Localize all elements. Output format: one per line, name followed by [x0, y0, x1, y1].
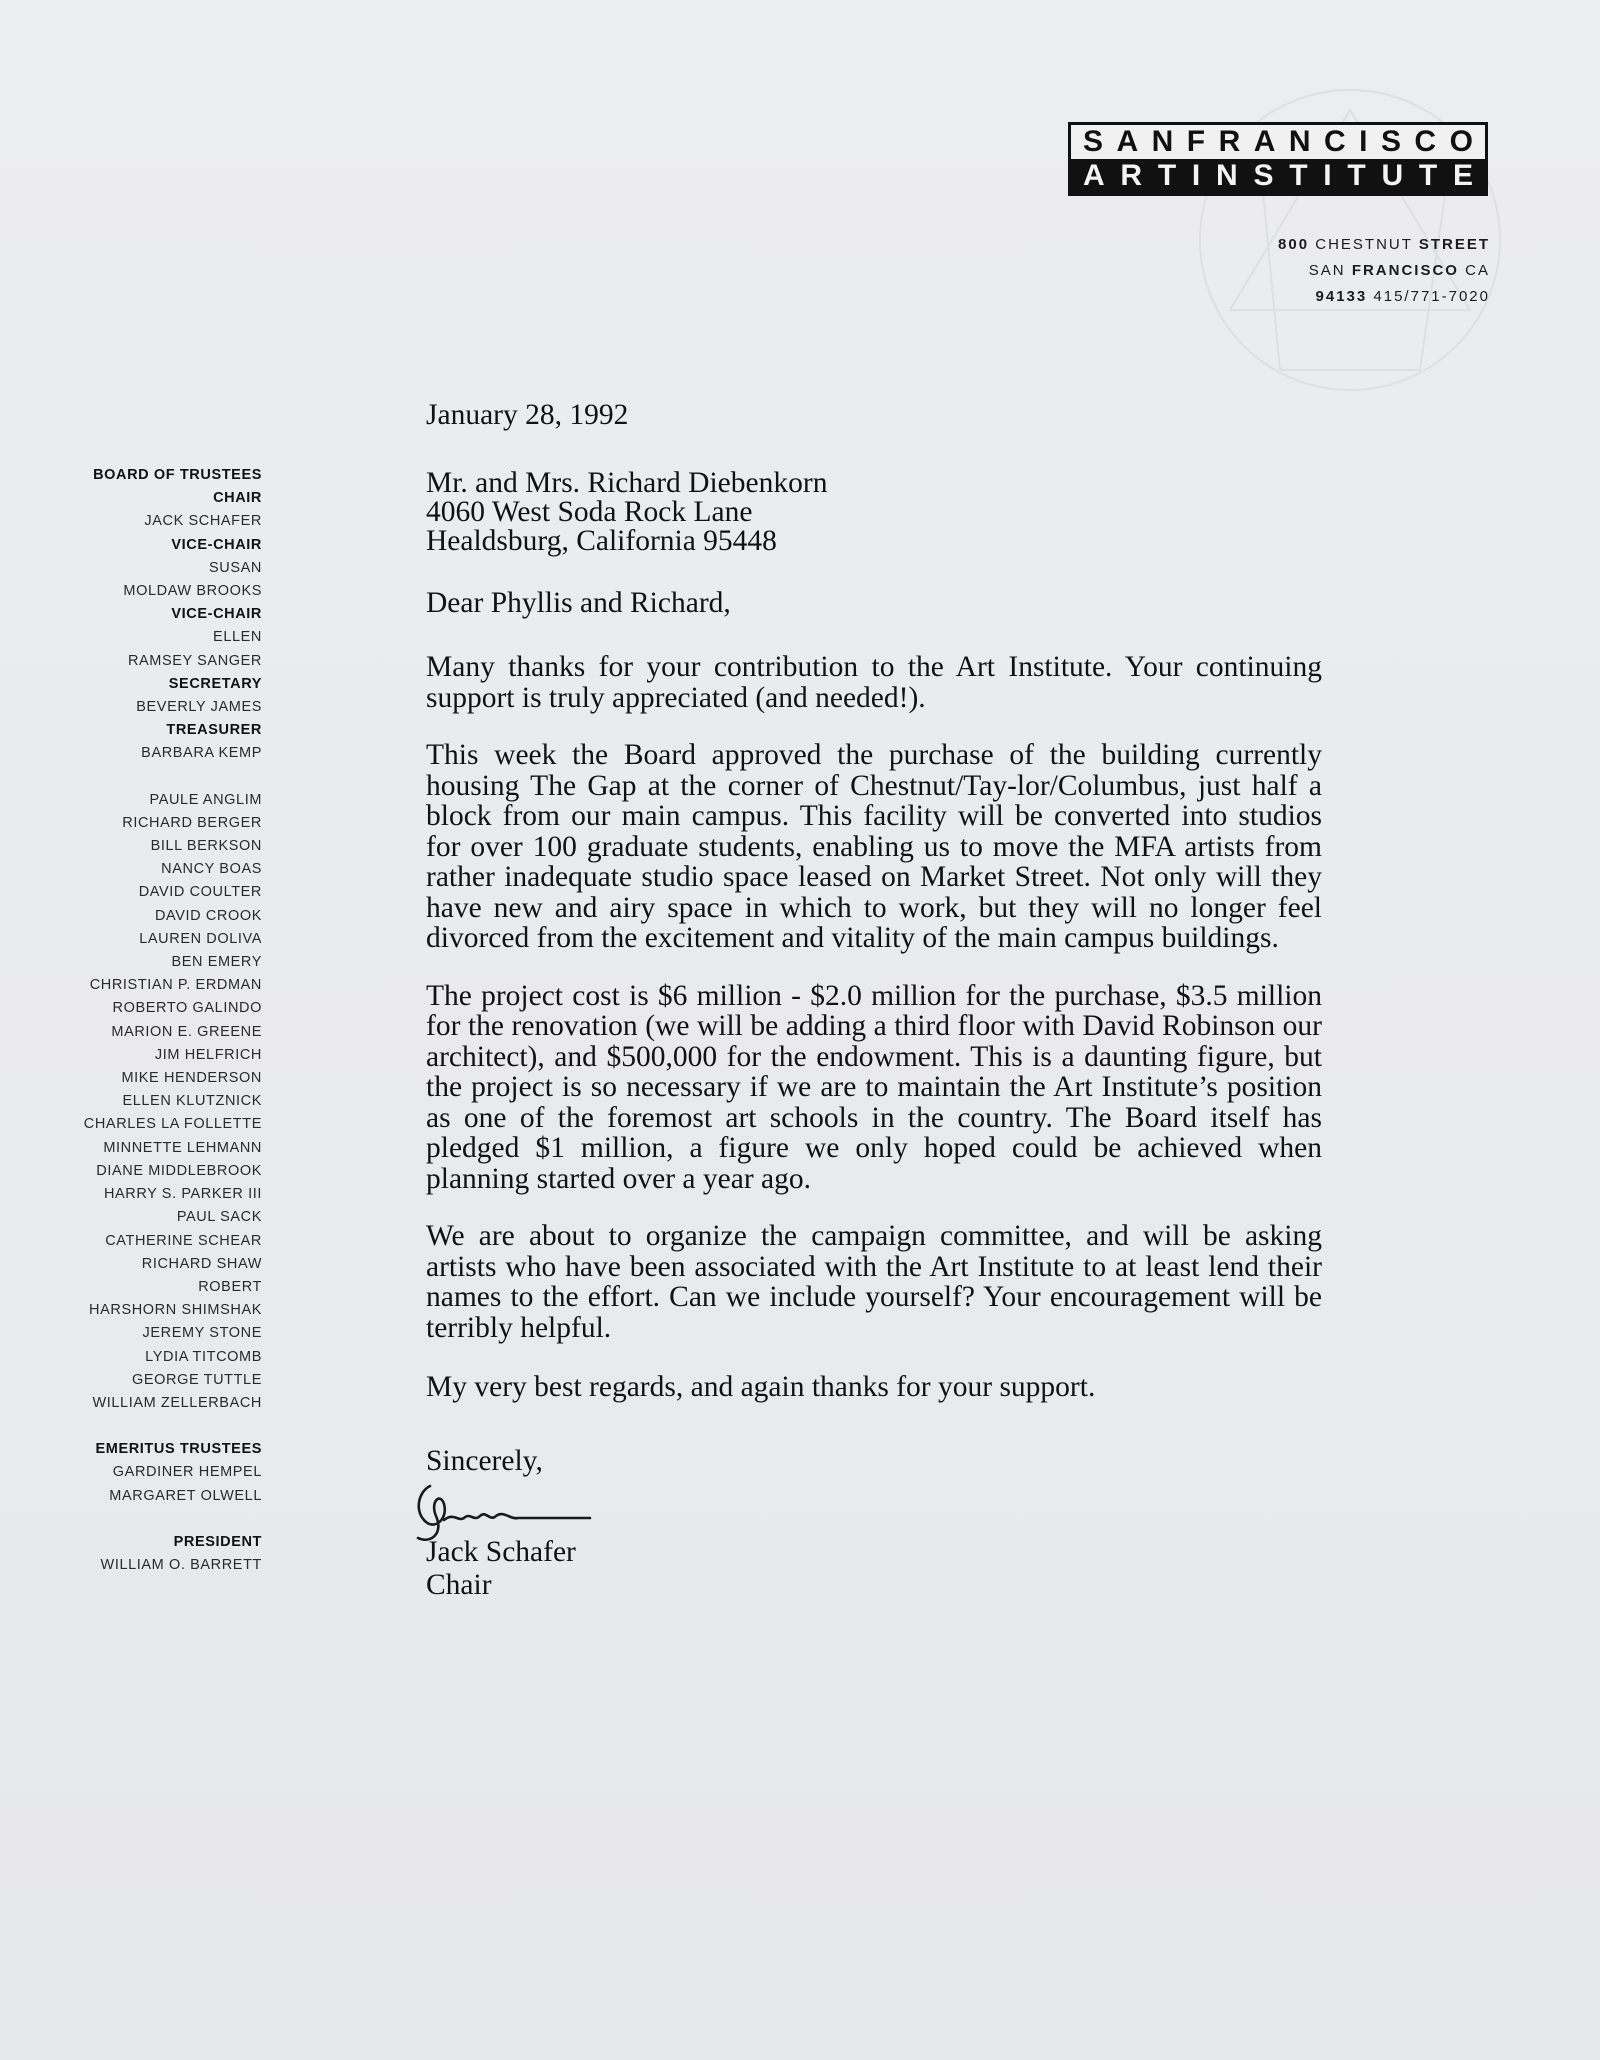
- logo-letter: A: [1083, 159, 1105, 192]
- trustee-name: MARION E. GREENE: [111, 1023, 262, 1040]
- paragraph-4: We are about to organize the campaign committee, and will be asking artists who have been associated with the Art Institute to at least lend their names to the effort. Can we include yourself? Your encouragement will be terribly helpful.: [426, 1220, 1322, 1344]
- trustee-heading: VICE-CHAIR: [171, 606, 262, 623]
- trustee-name: GEORGE TUTTLE: [132, 1371, 262, 1388]
- sfai-logo: [1068, 122, 1488, 196]
- list-gap: [84, 1415, 262, 1438]
- trustee-name: ROBERT: [198, 1278, 262, 1295]
- trustee-name: WILLIAM O. BARRETT: [100, 1556, 262, 1573]
- trustee-name: MOLDAW BROOKS: [123, 583, 262, 600]
- trustee-name: LAUREN DOLIVA: [139, 930, 262, 947]
- trustee-name: GARDINER HEMPEL: [112, 1464, 262, 1481]
- trustee-name: MIKE HENDERSON: [121, 1070, 262, 1087]
- logo-letter: E: [1452, 159, 1473, 192]
- logo-letter: S: [1083, 125, 1104, 158]
- trustees-list: [84, 464, 262, 1577]
- trustee-name: JACK SCHAFER: [144, 513, 262, 530]
- trustee-name: DAVID COULTER: [138, 884, 262, 901]
- street-number: 800: [1278, 236, 1310, 253]
- trustee-name: HARSHORN SHIMSHAK: [89, 1302, 262, 1319]
- logo-letter: T: [1347, 159, 1366, 192]
- logo-letter: U: [1381, 159, 1404, 192]
- logo-letter: A: [1253, 125, 1276, 158]
- logo-letter: I: [1191, 159, 1201, 192]
- trustee-name: CATHERINE SCHEAR: [105, 1232, 262, 1249]
- street-name: CHESTNUT: [1315, 236, 1413, 253]
- street-suffix: STREET: [1418, 236, 1490, 253]
- trustee-heading: PRESIDENT: [173, 1533, 262, 1550]
- phone-number: 415/771-7020: [1373, 288, 1490, 305]
- trustee-name: HARRY S. PARKER III: [103, 1186, 262, 1203]
- trustee-name: BEVERLY JAMES: [136, 699, 262, 716]
- trustee-name: NANCY BOAS: [161, 861, 262, 878]
- trustee-name: PAULE ANGLIM: [149, 791, 262, 808]
- list-gap: [84, 1508, 262, 1531]
- signoff: Sincerely,: [426, 1445, 543, 1477]
- trustee-name: DAVID CROOK: [154, 907, 262, 924]
- trustee-name: PAUL SACK: [176, 1209, 262, 1226]
- logo-letter: S: [1380, 125, 1401, 158]
- trustee-name: RAMSEY SANGER: [127, 652, 262, 669]
- trustee-heading: EMERITUS TRUSTEES: [95, 1441, 262, 1458]
- logo-letter: N: [1216, 159, 1238, 192]
- logo-letter: I: [1323, 159, 1332, 192]
- trustee-name: CHARLES LA FOLLETTE: [83, 1116, 262, 1133]
- logo-letter: N: [1288, 125, 1311, 158]
- letter-body: [426, 398, 1322, 1602]
- trustee-name: CHRISTIAN P. ERDMAN: [89, 977, 262, 994]
- logo-letter: C: [1323, 125, 1346, 158]
- trustee-name: LYDIA TITCOMB: [145, 1348, 262, 1365]
- recipient-address: [426, 469, 1322, 556]
- trustee-heading: SECRETARY: [168, 675, 262, 692]
- address-line-1: [1278, 232, 1490, 258]
- address-line-2: [1278, 258, 1490, 284]
- logo-letter: R: [1218, 125, 1241, 158]
- zip-code: 94133: [1315, 288, 1368, 305]
- logo-letter: O: [1449, 125, 1473, 158]
- letter-date: January 28, 1992: [426, 399, 629, 431]
- closing-line: My very best regards, and again thanks for your support.: [426, 1371, 1096, 1403]
- trustee-name: BILL BERKSON: [150, 838, 262, 855]
- city-name: FRANCISCO: [1351, 262, 1459, 279]
- logo-letter: N: [1151, 125, 1174, 158]
- address-line-3: [1278, 284, 1490, 310]
- paragraph-3: The project cost is $6 million - $2.0 million for the purchase, $3.5 million for the renovation (we will be adding a third floor with David Robinson our architect), and $500,000 for the endowment. This is a daunting figure, but the project is so necessary if we are to maintain the Art Institute’s position as one of the foremost art schools in the country. The Board itself has pledged $1 million, a figure we only hoped could be achieved when planning started over a year ago.: [426, 979, 1322, 1195]
- trustee-name: WILLIAM ZELLERBACH: [92, 1394, 262, 1411]
- logo-letter: S: [1253, 159, 1274, 192]
- trustee-name: ELLEN KLUTZNICK: [122, 1093, 262, 1110]
- trustee-name: DIANE MIDDLEBROOK: [96, 1162, 262, 1179]
- recipient-name: Mr. and Mrs. Richard Diebenkorn: [426, 467, 828, 499]
- logo-bottom-row: [1071, 159, 1485, 193]
- trustee-heading: TREASURER: [166, 722, 262, 739]
- letterhead-address: [1278, 232, 1490, 310]
- logo-letter: R: [1120, 159, 1143, 192]
- trustee-name: RICHARD BERGER: [122, 814, 262, 831]
- logo-letter: T: [1157, 159, 1177, 192]
- recipient-street: 4060 West Soda Rock Lane: [426, 496, 753, 528]
- logo-top-row: [1071, 125, 1485, 159]
- trustee-name: MARGARET OLWELL: [109, 1487, 262, 1504]
- logo-letter: T: [1289, 159, 1308, 192]
- state: CA: [1465, 262, 1490, 279]
- trustee-name: BEN EMERY: [171, 954, 262, 971]
- logo-letter: F: [1186, 125, 1206, 158]
- trustee-heading: CHAIR: [213, 490, 262, 507]
- trustee-name: ELLEN: [213, 629, 262, 646]
- trustee-name: JEREMY STONE: [142, 1325, 262, 1342]
- trustee-heading: VICE-CHAIR: [171, 536, 262, 553]
- signer-title: Chair: [426, 1569, 492, 1601]
- city-prefix: SAN: [1308, 262, 1346, 279]
- trustee-name: JIM HELFRICH: [154, 1046, 262, 1063]
- list-gap: [84, 766, 262, 789]
- trustee-heading: BOARD OF TRUSTEES: [93, 467, 262, 483]
- trustee-name: BARBARA KEMP: [141, 745, 262, 762]
- salutation: Dear Phyllis and Richard,: [426, 587, 731, 619]
- logo-letter: I: [1359, 125, 1368, 158]
- logo-letter: A: [1116, 125, 1139, 158]
- signer-name: Jack Schafer: [426, 1536, 576, 1568]
- logo-letter: C: [1414, 125, 1437, 158]
- recipient-city: Healdsburg, California 95448: [426, 525, 777, 557]
- logo-letter: T: [1418, 159, 1438, 192]
- trustee-name: MINNETTE LEHMANN: [103, 1139, 262, 1156]
- trustee-name: ROBERTO GALINDO: [112, 1000, 262, 1017]
- trustee-name: SUSAN: [209, 559, 262, 576]
- paragraph-1: Many thanks for your contribution to the Art Institute. Your continuing support is truly appreciated (and needed!).: [426, 651, 1322, 714]
- paragraph-2: This week the Board approved the purchase of the building currently housing The Gap at the corner of Chestnut/Tay-lor/Columbus, just half a block from our main campus. This facility will be converted into studios for over 100 graduate students, enabling us to move the MFA artists from rather inadequate studio space leased on Market Street. Not only will they have new and airy space in which to work, but they will no longer feel divorced from the excitement and vitality of the main campus buildings.: [426, 739, 1322, 954]
- trustee-name: RICHARD SHAW: [141, 1255, 262, 1272]
